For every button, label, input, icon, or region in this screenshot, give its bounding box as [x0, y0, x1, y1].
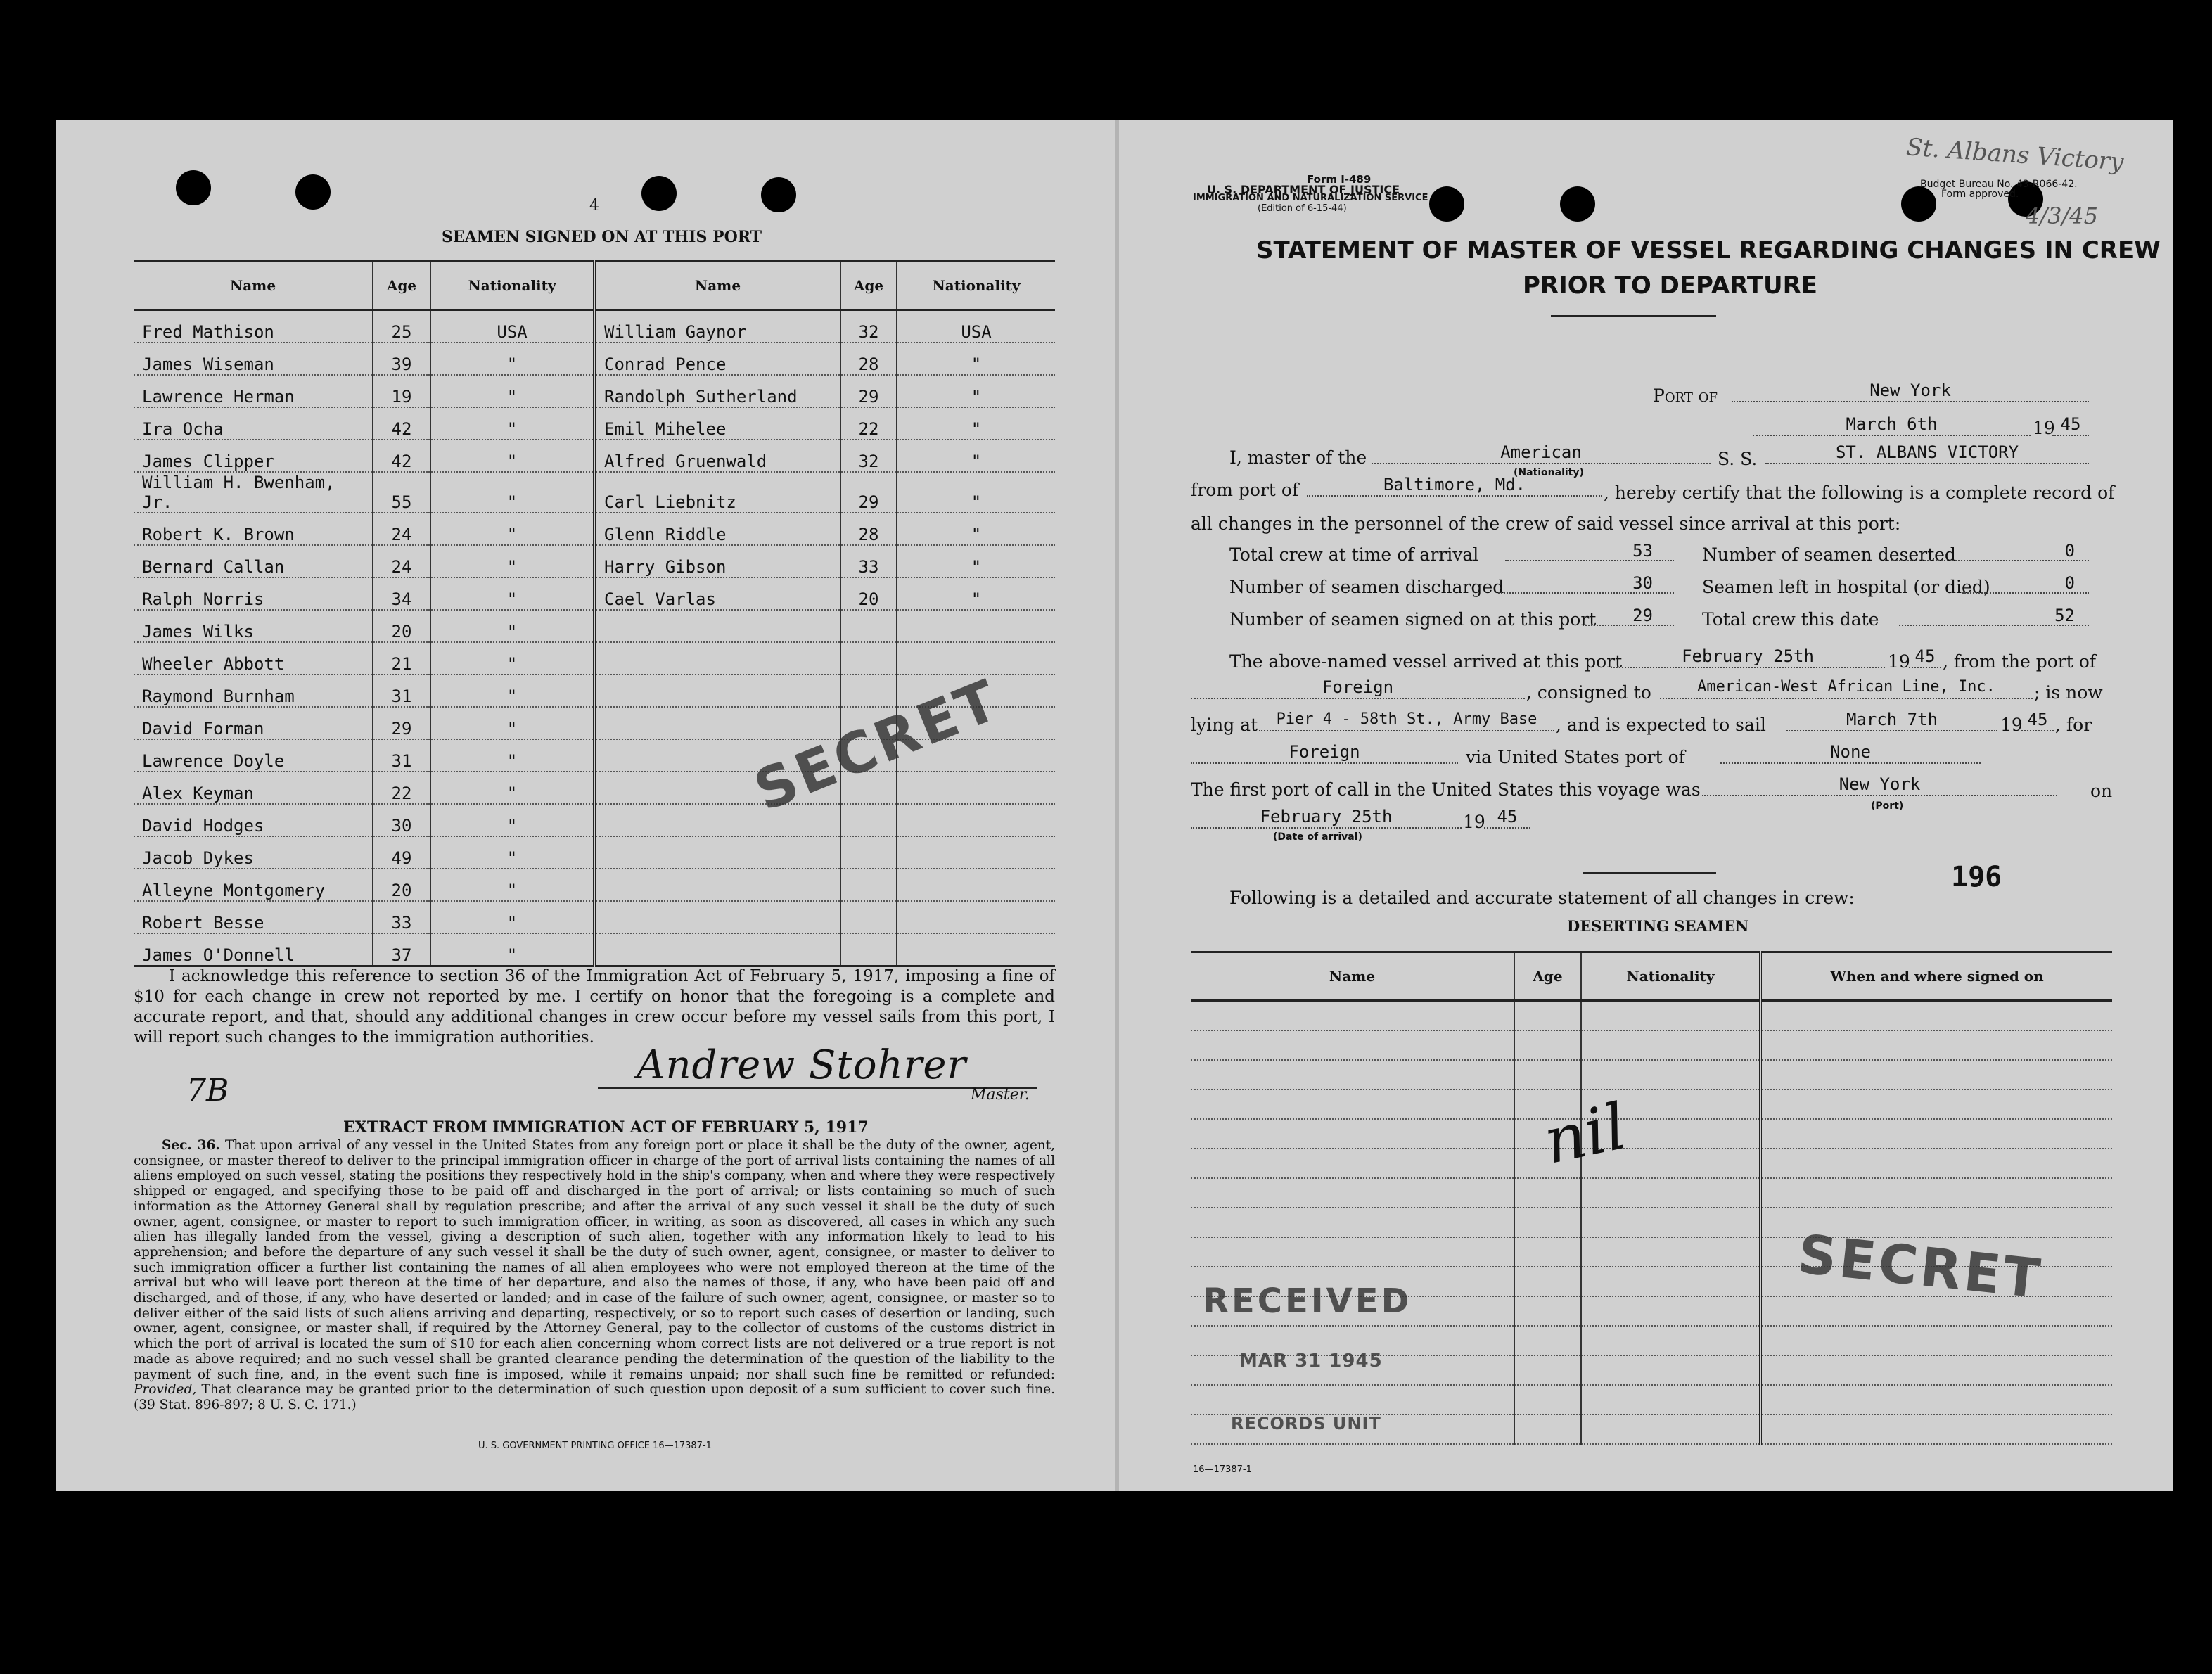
arrived-label: The above-named vessel arrived at this port — [1229, 651, 1623, 672]
signature-label: Master. — [971, 1086, 1030, 1104]
crew-nationality-cell: " — [897, 440, 1055, 472]
table-row — [134, 901, 1055, 933]
table-row — [1191, 1385, 2112, 1414]
crew-age-cell: 20 — [840, 577, 897, 610]
crew-nationality-cell: " — [430, 513, 594, 545]
crew-nationality-cell: " — [430, 933, 594, 966]
first-port-date-field: February 25th — [1191, 806, 1462, 829]
crew-nationality-cell: " — [430, 869, 594, 901]
crew-name-cell: Randolph Sutherland — [594, 375, 840, 407]
form-title-line2: PRIOR TO DEPARTURE — [1523, 271, 1818, 300]
secret-stamp: SECRET — [746, 666, 1009, 824]
form-approved: Form approved. — [1941, 189, 2019, 200]
crew-nationality-cell: " — [430, 901, 594, 933]
table-row — [134, 610, 1055, 642]
table-row — [134, 407, 1055, 440]
nationality-caption: (Nationality) — [1514, 467, 1584, 478]
crew-name-cell — [594, 836, 840, 869]
crew-name-cell: Bernard Callan — [134, 545, 373, 577]
punch-hole — [1901, 186, 1936, 222]
crew-age-cell: 29 — [373, 707, 430, 739]
empty-cell — [1514, 1414, 1581, 1444]
crew-age-cell: 21 — [373, 642, 430, 675]
table-row — [134, 440, 1055, 472]
crew-name-cell: Raymond Burnham — [134, 675, 373, 707]
crew-name-cell — [594, 707, 840, 739]
table-row — [134, 472, 1055, 513]
deserted-label: Number of seamen deserted — [1702, 544, 1956, 565]
crew-nationality-cell: " — [430, 472, 594, 513]
crew-age-cell: 33 — [373, 901, 430, 933]
form-id: Form I-489 — [1307, 173, 1372, 186]
empty-cell — [1760, 1385, 2112, 1414]
empty-cell — [1581, 1001, 1760, 1031]
for-label: , for — [2055, 715, 2092, 735]
empty-cell — [1760, 1355, 2112, 1385]
crew-nationality-cell: " — [430, 407, 594, 440]
secret-stamp-right: SECRET — [1795, 1222, 2046, 1310]
empty-cell — [1191, 1090, 1514, 1119]
empty-cell — [1191, 1208, 1514, 1237]
crew-name-cell: Jacob Dykes — [134, 836, 373, 869]
ss-label: S. S. — [1718, 449, 1758, 469]
crew-name-cell — [594, 675, 840, 707]
table-row — [1191, 1208, 2112, 1237]
empty-cell — [1514, 1355, 1581, 1385]
hospital-field: 0 — [1962, 573, 2089, 594]
crew-age-cell: 20 — [373, 869, 430, 901]
punch-hole — [1560, 186, 1595, 222]
empty-cell — [1581, 1296, 1760, 1326]
table-row — [1191, 1060, 2112, 1090]
acknowledgement-text: I acknowledge this reference to section 36 of the Immigration Act of February 5, 1917, imposing a fine of $10 for each change in crew not reported by me. I certify on honor that the foregoing is a complete and accurate report, and that, should any additional changes in crew occur before my vessel sails from this port, I will report such changes to the immigration authorities. — [134, 967, 1055, 1047]
crew-age-cell: 42 — [373, 407, 430, 440]
empty-cell — [1191, 1030, 1514, 1060]
empty-cell — [1514, 1208, 1581, 1237]
nationality-field: American — [1372, 442, 1711, 464]
title-rule — [1551, 315, 1716, 317]
deserted-field: 0 — [1885, 540, 2089, 561]
crew-nationality-cell: USA — [897, 310, 1055, 343]
column-header: Nationality — [897, 262, 1055, 310]
crew-name-cell: Alfred Gruenwald — [594, 440, 840, 472]
received-stamp-date: MAR 31 1945 — [1239, 1350, 1383, 1372]
empty-cell — [1514, 1237, 1581, 1267]
crew-name-cell — [594, 901, 840, 933]
crew-name-cell — [594, 642, 840, 675]
crew-name-cell: James Clipper — [134, 440, 373, 472]
crew-nationality-cell: " — [430, 707, 594, 739]
table-header-row — [134, 262, 1055, 310]
master-of-label: I, master of the — [1229, 447, 1367, 468]
arrival-date-field: February 25th — [1611, 646, 1885, 668]
crew-name-cell: David Forman — [134, 707, 373, 739]
crew-age-cell: 25 — [373, 310, 430, 343]
column-header: Name — [594, 262, 840, 310]
crew-nationality-cell — [897, 869, 1055, 901]
column-header: Nationality — [430, 262, 594, 310]
table-row — [1191, 1149, 2112, 1178]
year-prefix: 19 — [1463, 812, 1485, 832]
crew-nationality-cell: " — [897, 577, 1055, 610]
via-label: via United States port of — [1466, 747, 1685, 767]
crew-age-cell: 31 — [373, 739, 430, 772]
hospital-label: Seamen left in hospital (or died) — [1702, 577, 1990, 597]
deserting-title: DESERTING SEAMEN — [1567, 917, 1749, 935]
crew-age-cell: 24 — [373, 545, 430, 577]
crew-nationality-cell: " — [430, 772, 594, 804]
crew-name-cell: Glenn Riddle — [594, 513, 840, 545]
budget-bureau: Budget Bureau No. 43-R066-42. — [1920, 179, 2078, 190]
crew-name-cell: Wheeler Abbott — [134, 642, 373, 675]
crew-age-cell: 30 — [373, 804, 430, 836]
empty-cell — [1191, 1060, 1514, 1090]
column-header: Age — [373, 262, 430, 310]
table-row — [1191, 1030, 2112, 1060]
port-caption: (Port) — [1871, 800, 1904, 812]
empty-cell — [1581, 1060, 1760, 1090]
handwritten-nil: nil — [1537, 1090, 1633, 1179]
record-number: 196 — [1951, 861, 2002, 893]
empty-cell — [1581, 1414, 1760, 1444]
crew-nationality-cell: " — [430, 577, 594, 610]
crew-nationality-cell: " — [430, 836, 594, 869]
from-port-label: from port of — [1191, 480, 1299, 500]
empty-cell — [1514, 1326, 1581, 1355]
table-row — [1191, 1119, 2112, 1149]
crew-name-cell — [594, 869, 840, 901]
crew-nationality-cell: " — [430, 675, 594, 707]
empty-cell — [1514, 1030, 1581, 1060]
crew-age-cell: 28 — [840, 513, 897, 545]
certify-text: , hereby certify that the following is a complete record of — [1604, 483, 2115, 503]
sail-date-field: March 7th — [1786, 709, 1997, 731]
crew-age-cell: 49 — [373, 836, 430, 869]
table-row — [134, 772, 1055, 804]
crew-age-cell — [840, 675, 897, 707]
crew-name-cell: Carl Liebnitz — [594, 472, 840, 513]
crew-name-cell: Robert K. Brown — [134, 513, 373, 545]
crew-age-cell: 37 — [373, 933, 430, 966]
crew-nationality-cell — [897, 610, 1055, 642]
crew-name-cell: Emil Mihelee — [594, 407, 840, 440]
crew-nationality-cell: " — [430, 440, 594, 472]
punch-hole — [295, 174, 331, 210]
crew-nationality-cell: " — [897, 513, 1055, 545]
empty-cell — [1581, 1267, 1760, 1296]
total-crew-date-field: 52 — [1899, 605, 2089, 626]
crew-name-cell: William H. Bwenham, Jr. — [134, 472, 373, 513]
empty-cell — [1760, 1001, 2112, 1031]
empty-cell — [1191, 1237, 1514, 1267]
empty-cell — [1191, 1149, 1514, 1178]
empty-cell — [1760, 1326, 2112, 1355]
table-row — [134, 375, 1055, 407]
table-row — [134, 933, 1055, 966]
first-port-field: New York — [1702, 774, 2057, 796]
crew-name-cell: David Hodges — [134, 804, 373, 836]
crew-age-cell: 31 — [373, 675, 430, 707]
crew-nationality-cell: " — [430, 642, 594, 675]
crew-age-cell: 32 — [840, 310, 897, 343]
empty-cell — [1191, 1385, 1514, 1414]
empty-cell — [1760, 1414, 2112, 1444]
column-header: Age — [1514, 952, 1581, 1001]
column-header: Nationality — [1581, 952, 1760, 1001]
crew-nationality-cell: " — [897, 545, 1055, 577]
from-port-of-label: , from the port of — [1943, 651, 2096, 672]
empty-cell — [1581, 1237, 1760, 1267]
lying-at-field: Pier 4 - 58th St., Army Base — [1259, 709, 1554, 731]
empty-cell — [1514, 1385, 1581, 1414]
crew-name-cell: Ralph Norris — [134, 577, 373, 610]
first-port-label: The first port of call in the United States this voyage was — [1191, 779, 1701, 800]
handwritten-vessel-name: St. Albans Victory — [1905, 133, 2125, 177]
via-port-field: None — [1720, 741, 1981, 764]
empty-cell — [1581, 1030, 1760, 1060]
punch-hole — [176, 170, 211, 205]
lying-at-label: lying at — [1191, 715, 1258, 735]
is-now-label: ; is now — [2034, 682, 2103, 703]
crew-name-cell: Cael Varlas — [594, 577, 840, 610]
crew-name-cell: Alex Keyman — [134, 772, 373, 804]
crew-nationality-cell: USA — [430, 310, 594, 343]
empty-cell — [1514, 1178, 1581, 1208]
crew-age-cell: 42 — [373, 440, 430, 472]
table-row — [134, 310, 1055, 343]
empty-cell — [1581, 1326, 1760, 1355]
crew-name-cell: Fred Mathison — [134, 310, 373, 343]
table-row — [134, 869, 1055, 901]
crew-nationality-cell — [897, 804, 1055, 836]
year-field: 45 — [2052, 414, 2089, 436]
crew-name-cell — [594, 610, 840, 642]
consigned-label: , consigned to — [1526, 682, 1651, 703]
department: U. S. DEPARTMENT OF JUSTICE — [1207, 183, 1400, 196]
crew-age-cell — [840, 804, 897, 836]
crew-name-cell — [594, 933, 840, 966]
crew-age-cell: 22 — [840, 407, 897, 440]
empty-cell — [1760, 1090, 2112, 1119]
sail-year-field: 45 — [2021, 709, 2054, 731]
column-header: Name — [1191, 952, 1514, 1001]
table-row — [134, 343, 1055, 375]
crew-name-cell: Ira Ocha — [134, 407, 373, 440]
column-header: Age — [840, 262, 897, 310]
margin-note: 7B — [186, 1073, 229, 1108]
crew-name-cell: Lawrence Herman — [134, 375, 373, 407]
crew-age-cell: 28 — [840, 343, 897, 375]
table-row — [134, 836, 1055, 869]
received-stamp: RECEIVED — [1203, 1282, 1412, 1321]
crew-nationality-cell: " — [430, 545, 594, 577]
edition: (Edition of 6-15-44) — [1258, 203, 1347, 214]
date-caption: (Date of arrival) — [1273, 831, 1362, 843]
crew-name-cell: Conrad Pence — [594, 343, 840, 375]
crew-nationality-cell: " — [430, 804, 594, 836]
crew-name-cell: Harry Gibson — [594, 545, 840, 577]
crew-nationality-cell — [897, 933, 1055, 966]
form-title: STATEMENT OF MASTER OF VESSEL REGARDING CHANGES IN CREW — [1256, 236, 2161, 264]
table-title: SEAMEN SIGNED ON AT THIS PORT — [442, 228, 762, 246]
empty-cell — [1760, 1030, 2112, 1060]
crew-name-cell: James O'Donnell — [134, 933, 373, 966]
table-row — [134, 545, 1055, 577]
empty-cell — [1760, 1119, 2112, 1149]
arrival-year-field: 45 — [1909, 646, 1941, 668]
crew-age-cell — [840, 869, 897, 901]
service-name: IMMIGRATION AND NATURALIZATION SERVICE — [1193, 193, 1428, 203]
crew-age-cell — [840, 933, 897, 966]
port-field: New York — [1732, 380, 2089, 402]
table-row — [134, 577, 1055, 610]
column-header: Name — [134, 262, 373, 310]
extract-title: EXTRACT FROM IMMIGRATION ACT OF FEBRUARY 5, 1917 — [343, 1118, 869, 1137]
crew-nationality-cell: " — [430, 739, 594, 772]
page-number: 4 — [589, 197, 599, 215]
empty-cell — [1581, 1385, 1760, 1414]
empty-cell — [1760, 1149, 2112, 1178]
destination-field: Foreign — [1191, 741, 1458, 764]
empty-cell — [1191, 1119, 1514, 1149]
master-signature: Andrew Stohrer — [637, 1042, 967, 1088]
crew-age-cell: 19 — [373, 375, 430, 407]
crew-nationality-cell — [897, 772, 1055, 804]
discharged-label: Number of seamen discharged — [1229, 577, 1504, 597]
total-crew-date-label: Total crew this date — [1702, 609, 1879, 630]
crew-age-cell — [840, 642, 897, 675]
printer-line: U. S. GOVERNMENT PRINTING OFFICE 16—17387-1 — [478, 1440, 712, 1451]
table-row — [1191, 1001, 2112, 1031]
column-header: When and where signed on — [1760, 952, 2112, 1001]
empty-cell — [1514, 1296, 1581, 1326]
crew-name-cell: Alleyne Montgomery — [134, 869, 373, 901]
section-36-text: Sec. 36. That upon arrival of any vessel in the United States from any foreign port or place it shall be the duty of the owner, agent, consignee, or master thereof to deliver to the principal immigration officer in charge of the port of arrival lists containing the names of all aliens employed on such vessel, stating the positions they respectively hold in the ship's company, when and where they were respectively shipped or engaged, and specifying those to be paid off and discharged in the port of arrival; or lists containing so much of such information as the Attorney General shall by regulation prescribe; and after the arrival of any such vessel it shall be the duty of such owner, agent, consignee, or master to report to such immigration officer, in writing, as soon as discovered, all cases in which any such alien has illegally landed from the vessel, giving a description of such alien, together with any information likely to lead to his apprehension; and before the departure of any such vessel it shall be the duty of such owner, agent, consignee, or master to deliver to such immigration officer a further list containing the names of all alien employees who were not employed thereon at the time of the arrival but who will leave port thereon at the time of her departure, and also the names of those, if any, who have been paid off and discharged, and of those, if any, who have deserted or landed; and in case of the failure of such owner, agent, consignee, or master so to deliver either of the said lists of such aliens arriving and departing, respectively, or so to report such cases of desertion or landing, such owner, agent, consignee, or master shall, if required by the Attorney General, pay to the collector of customs of the customs district in which the port of arrival is located the sum of $10 for each alien concerning whom correct lists are not delivered or a true report is not made as above required; and no such vessel shall be granted clearance pending the determination of the question of the liability to the payment of such fine, and, in the event such fine is imposed, while it remains unpaid; nor shall such fine be remitted or refunded: Provided, That clearance may be granted prior to the determination of such question upon deposit of a sum sufficient to cover such fine. (39 Stat. 896-897; 8 U. S. C. 171.) — [134, 1138, 1055, 1412]
crew-nationality-cell — [897, 836, 1055, 869]
crew-nationality-cell: " — [897, 472, 1055, 513]
table-row — [134, 804, 1055, 836]
signed-on-field: 29 — [1583, 605, 1674, 626]
page-fold — [1115, 120, 1119, 1491]
crew-nationality-cell — [897, 901, 1055, 933]
crew-name-cell: James Wiseman — [134, 343, 373, 375]
table-row — [134, 642, 1055, 675]
first-port-year-field: 45 — [1484, 806, 1530, 829]
port-label: Port of — [1653, 385, 1718, 406]
punch-hole — [1429, 186, 1464, 222]
table-row — [134, 513, 1055, 545]
empty-cell — [1760, 1296, 2112, 1326]
empty-cell — [1760, 1060, 2112, 1090]
crew-nationality-cell: " — [430, 343, 594, 375]
punch-hole — [761, 177, 796, 212]
crew-nationality-cell: " — [430, 375, 594, 407]
following-text: Following is a detailed and accurate statement of all changes in crew: — [1229, 888, 1855, 908]
from-port-field: Baltimore, Md. — [1307, 474, 1602, 497]
expected-label: , and is expected to sail — [1556, 715, 1766, 735]
crew-name-cell: Robert Besse — [134, 901, 373, 933]
total-crew-arrival-label: Total crew at time of arrival — [1229, 544, 1479, 565]
crew-name-cell: Lawrence Doyle — [134, 739, 373, 772]
crew-nationality-cell: " — [897, 343, 1055, 375]
records-unit-stamp: RECORDS UNIT — [1231, 1414, 1381, 1433]
table-header-row — [1191, 952, 2112, 1001]
crew-age-cell: 55 — [373, 472, 430, 513]
handwritten-date: 4/3/45 — [2026, 203, 2098, 229]
on-label: on — [2090, 781, 2113, 801]
year-prefix: 19 — [2033, 418, 2055, 438]
empty-cell — [1191, 1001, 1514, 1031]
seamen-signed-on-table — [134, 260, 1055, 967]
crew-nationality-cell: " — [430, 610, 594, 642]
crew-age-cell: 33 — [840, 545, 897, 577]
empty-cell — [1514, 1001, 1581, 1031]
signed-on-label: Number of seamen signed on at this port — [1229, 609, 1597, 630]
crew-age-cell: 39 — [373, 343, 430, 375]
discharged-field: 30 — [1498, 573, 1674, 594]
certify-text-line2: all changes in the personnel of the crew of said vessel since arrival at this port: — [1191, 513, 1901, 534]
year-prefix: 19 — [1888, 651, 1910, 672]
empty-cell — [1581, 1178, 1760, 1208]
vessel-field: ST. ALBANS VICTORY — [1765, 442, 2089, 464]
empty-cell — [1191, 1178, 1514, 1208]
crew-age-cell: 34 — [373, 577, 430, 610]
crew-age-cell: 32 — [840, 440, 897, 472]
printer-line-right: 16—17387-1 — [1193, 1464, 1252, 1475]
total-crew-arrival-field: 53 — [1505, 540, 1674, 561]
crew-nationality-cell: " — [897, 407, 1055, 440]
punch-hole — [641, 176, 677, 211]
crew-age-cell — [840, 901, 897, 933]
empty-cell — [1760, 1178, 2112, 1208]
from-foreign-field: Foreign — [1191, 677, 1525, 699]
crew-age-cell: 22 — [373, 772, 430, 804]
empty-cell — [1514, 1267, 1581, 1296]
empty-cell — [1581, 1355, 1760, 1385]
year-prefix: 19 — [2000, 715, 2023, 735]
table-row — [1191, 1178, 2112, 1208]
crew-age-cell — [840, 836, 897, 869]
consignee-field: American-West African Line, Inc. — [1660, 677, 2033, 699]
empty-cell — [1581, 1208, 1760, 1237]
crew-name-cell: James Wilks — [134, 610, 373, 642]
crew-nationality-cell: " — [897, 375, 1055, 407]
crew-age-cell: 20 — [373, 610, 430, 642]
section-rule — [1583, 872, 1716, 874]
crew-age-cell: 29 — [840, 375, 897, 407]
crew-age-cell — [840, 610, 897, 642]
crew-age-cell: 29 — [840, 472, 897, 513]
crew-name-cell: William Gaynor — [594, 310, 840, 343]
empty-cell — [1514, 1060, 1581, 1090]
crew-age-cell: 24 — [373, 513, 430, 545]
date-field: March 6th — [1753, 414, 2031, 436]
table-row — [1191, 1090, 2112, 1119]
